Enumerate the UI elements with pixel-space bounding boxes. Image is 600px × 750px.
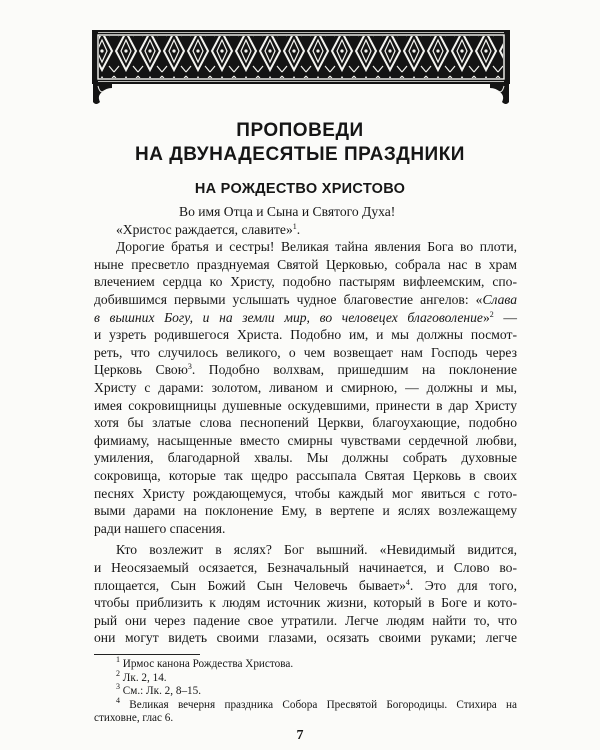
body-line: рый они через падение свое утратили. Легче людям найти то, что — [94, 613, 517, 628]
body-line: и Неосязаемый осязается, Безначальный начинается, и Слово во- — [94, 560, 517, 575]
body-line: умиления, благодарной хвалы. Мы должны собрать духовные — [94, 450, 517, 465]
section-title-line2: НА ДВУНАДЕСЯТЫЕ ПРАЗДНИКИ — [135, 144, 465, 165]
footnote-2: $^2$ Лк. 2, 14. — [116, 669, 167, 684]
body-line: ныне пресветло празднуемая Святой Церковью, собрала нас в храм — [94, 257, 517, 272]
body-line: влечением сердца ко Христу, подобно пастырям вифлеемским, спо- — [94, 274, 517, 289]
body-line: фимиаму, насыщенные вместо смирны чувствами сердечной любви, — [94, 433, 517, 448]
footnote-ref: 2 — [489, 310, 494, 319]
body-line: площается, Сын Божий Сын Человечь бывает»$^4$. Это для того, — [94, 578, 517, 593]
body-line: Во имя Отца и Сына и Святого Духа! — [179, 204, 396, 219]
section-title-line1: ПРОПОВЕДИ — [236, 120, 364, 141]
body-line: сокровища, которые так щедро рассыпала Святая Церковь в своих — [94, 468, 517, 483]
footnote-divider — [94, 654, 200, 655]
body-line: Церковь Свою$^3$. Подобно волхвам, пришедшим на поклонение — [94, 362, 517, 377]
sermon-title: НА РОЖДЕСТВО ХРИСТОВО — [194, 181, 406, 197]
body-line: добившимся первыми услышать чудное благовестие ангелов: «Слава — [94, 292, 517, 307]
body-line: Христу с дарами: золотом, ливаном и смирною, — должны и мы, — [94, 380, 517, 395]
footnote-3: $^3$ См.: Лк. 2, 8–15. — [116, 682, 202, 697]
body-line: в вышних Богу, и на земли мир, во человецех благоволение»$^2$ — — [94, 310, 517, 325]
footnote-ref: 3 — [187, 362, 192, 371]
footnote-4: $^4$ Великая вечерня праздника Собора Пресвятой Богородицы. Стихира на — [116, 696, 517, 711]
body-line: и узреть родившегося Христа. Подобно им, и мы должны посмот- — [94, 327, 517, 342]
footnote-ref: 1 — [292, 222, 297, 231]
body-line: реть, что случилось великого, о чем возвещает нам Господь через — [94, 345, 517, 360]
body-line: Дорогие братья и сестры! Великая тайна явления Бога во плоти, — [116, 239, 517, 254]
body-line: песнях Христу рождающемуся, чтобы каждый мог явиться с гото- — [94, 486, 517, 501]
ornamental-headpiece — [90, 28, 512, 108]
footnote-1: $^1$ Ирмос канона Рождества Христова. — [116, 655, 294, 670]
body-line: имея сокровищницы душевные оскудевшими, принести в дар Христу — [94, 398, 517, 413]
body-line: ради нашего спасения. — [94, 521, 226, 536]
footnote-ref: 4 — [405, 578, 410, 587]
body-line: Кто возлежит в яслях? Бог вышний. «Невидимый видится, — [116, 542, 517, 557]
footnote-4-continued: стиховне, глас 6. — [94, 712, 174, 724]
body-line: «Христос раждается, славите»$^1$. — [116, 222, 301, 237]
body-line: хотя бы златые слова песнопений Церкви, благоухающие, подобно — [94, 415, 517, 430]
page-number: 7 — [296, 728, 304, 743]
body-line: чтобы приблизить к людям источник жизни, который в Боге и кото- — [94, 595, 517, 610]
body-line: они могут видеть своими глазами, осязать своими руками; легче — [94, 630, 517, 645]
body-line: выми дарами на поклонение Ему, в вертепе и яслях возлежащему — [94, 503, 517, 518]
